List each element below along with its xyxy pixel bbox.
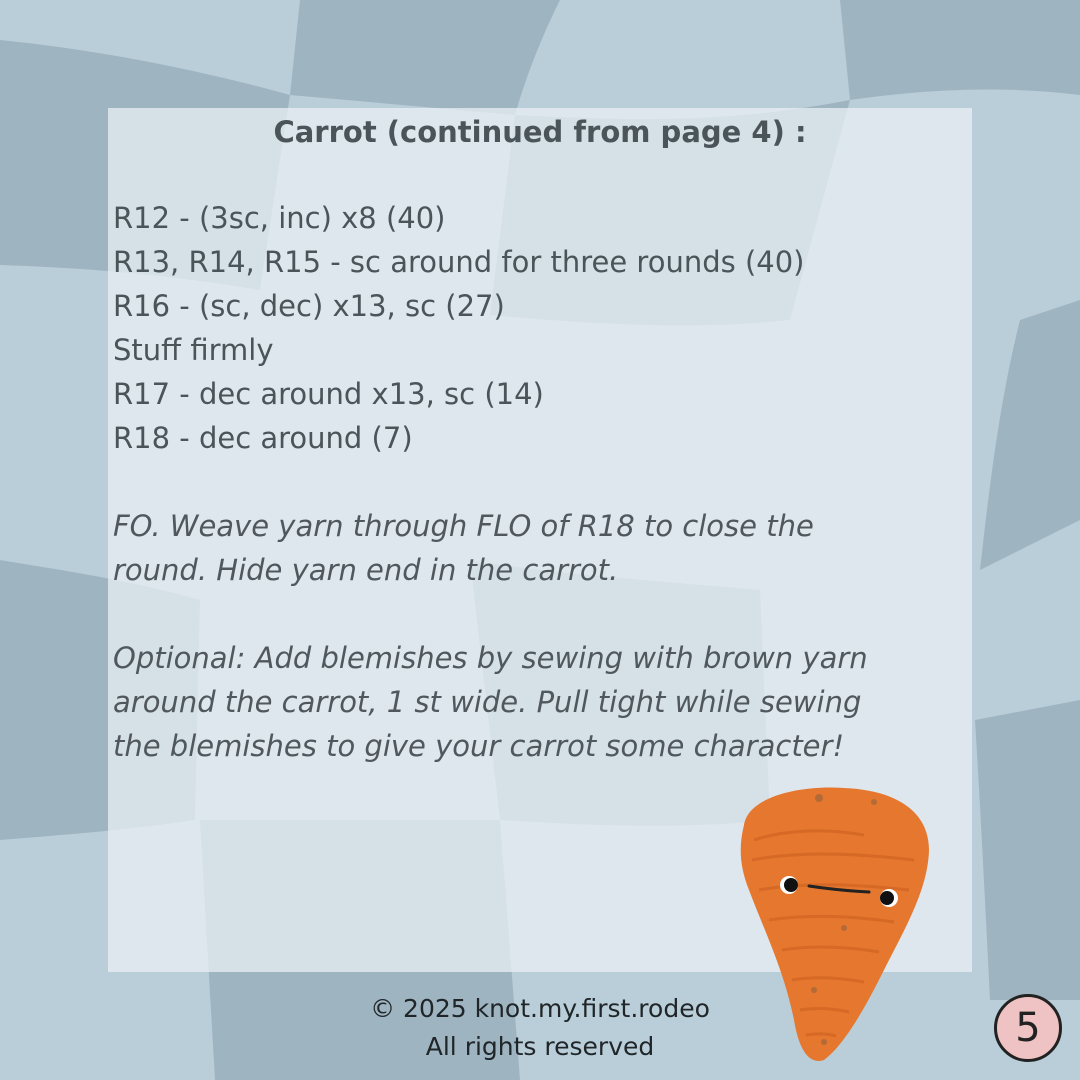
- pattern-step: R18 - dec around (7): [113, 421, 413, 455]
- optional-note-line: around the carrot, 1 st wide. Pull tight while sewing: [113, 685, 862, 719]
- optional-note: [113, 636, 868, 768]
- page-number-badge: 5: [994, 994, 1062, 1062]
- pattern-steps: [113, 196, 804, 460]
- pattern-step: R17 - dec around x13, sc (14): [113, 377, 544, 411]
- finish-note-line: round. Hide yarn end in the carrot.: [113, 553, 619, 587]
- copyright-text: © 2025 knot.my.first.rodeo: [370, 994, 710, 1023]
- pattern-step: R12 - (3sc, inc) x8 (40): [113, 201, 446, 235]
- optional-note-line: Optional: Add blemishes by sewing with brown yarn: [113, 641, 868, 675]
- pattern-step: R13, R14, R15 - sc around for three rounds (40): [113, 245, 805, 279]
- optional-note-line: the blemishes to give your carrot some character!: [113, 729, 845, 763]
- pattern-step: R16 - (sc, dec) x13, sc (27): [113, 289, 505, 323]
- finish-note: [113, 504, 814, 592]
- rights-text: All rights reserved: [425, 1032, 655, 1061]
- crochet-carrot-image: [724, 780, 944, 1070]
- pattern-step: Stuff firmly: [113, 333, 274, 367]
- finish-note-line: FO. Weave yarn through FLO of R18 to close the: [113, 509, 814, 543]
- pattern-title: Carrot (continued from page 4) :: [273, 115, 807, 149]
